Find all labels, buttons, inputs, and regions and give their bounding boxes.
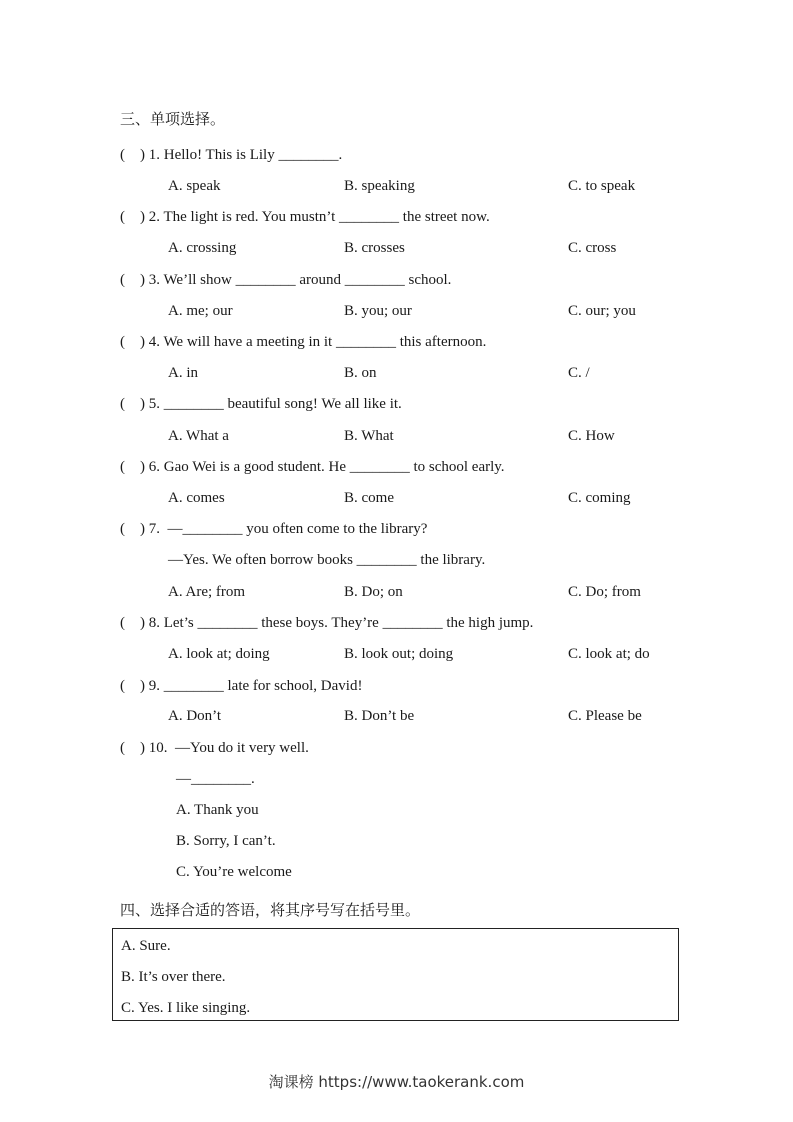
section-4-title: 四、选择合适的答语，将其序号写在括号里。 <box>120 901 421 919</box>
question-7-option-a: A. Are; from <box>168 584 246 600</box>
question-3-option-a: A. me; our <box>168 303 233 319</box>
question-7-option-c: C. Do; from <box>568 584 641 600</box>
question-1: ( ) 1. Hello! This is Lily ________. <box>120 147 343 163</box>
question-4: ( ) 4. We will have a meeting in it ________ this afternoon. <box>120 334 487 350</box>
question-7-reply: —Yes. We often borrow books ________ the library. <box>168 552 486 568</box>
question-3: ( ) 3. We’ll show ________ around ________ school. <box>120 272 452 288</box>
question-9-option-c: C. Please be <box>568 708 642 724</box>
question-8: ( ) 8. Let’s ________ these boys. They’re ________ the high jump. <box>120 615 534 631</box>
question-10-reply: —________. <box>176 771 255 787</box>
question-9: ( ) 9. ________ late for school, David! <box>120 678 363 694</box>
question-10-option-b: B. Sorry, I can’t. <box>176 833 276 849</box>
answer-option-a: A. Sure. <box>121 938 171 954</box>
question-2-option-b: B. crosses <box>344 240 405 256</box>
question-4-option-c: C. / <box>568 365 590 381</box>
question-5: ( ) 5. ________ beautiful song! We all like it. <box>120 396 402 412</box>
question-6-option-a: A. comes <box>168 490 225 506</box>
question-2-option-a: A. crossing <box>168 240 237 256</box>
question-5-option-b: B. What <box>344 428 394 444</box>
footer-watermark: 淘课榜 https://www.taokerank.com <box>268 1073 525 1091</box>
question-9-option-b: B. Don’t be <box>344 708 415 724</box>
question-4-option-a: A. in <box>168 365 198 381</box>
question-1-option-b: B. speaking <box>344 178 415 194</box>
question-9-option-a: A. Don’t <box>168 708 222 724</box>
question-8-option-c: C. look at; do <box>568 646 650 662</box>
question-2-option-c: C. cross <box>568 240 617 256</box>
question-10-option-c: C. You’re welcome <box>176 864 292 880</box>
question-8-option-b: B. look out; doing <box>344 646 454 662</box>
question-2: ( ) 2. The light is red. You mustn’t ________ the street now. <box>120 209 490 225</box>
question-5-option-c: C. How <box>568 428 615 444</box>
answer-option-b: B. It’s over there. <box>121 969 226 985</box>
question-7-option-b: B. Do; on <box>344 584 403 600</box>
question-6-option-b: B. come <box>344 490 394 506</box>
question-10: ( ) 10. —You do it very well. <box>120 740 309 756</box>
question-1-option-c: C. to speak <box>568 178 636 194</box>
question-3-option-b: B. you; our <box>344 303 412 319</box>
question-7: ( ) 7. —________ you often come to the library? <box>120 521 428 537</box>
answer-options-box <box>112 928 679 1021</box>
question-3-option-c: C. our; you <box>568 303 636 319</box>
question-1-option-a: A. speak <box>168 178 221 194</box>
question-8-option-a: A. look at; doing <box>168 646 270 662</box>
section-3-title: 三、单项选择。 <box>120 110 226 128</box>
question-6-option-c: C. coming <box>568 490 631 506</box>
question-6: ( ) 6. Gao Wei is a good student. He ________ to school early. <box>120 459 505 475</box>
question-4-option-b: B. on <box>344 365 377 381</box>
answer-option-c: C. Yes. I like singing. <box>121 1000 251 1016</box>
question-10-option-a: A. Thank you <box>176 802 259 818</box>
question-5-option-a: A. What a <box>168 428 229 444</box>
